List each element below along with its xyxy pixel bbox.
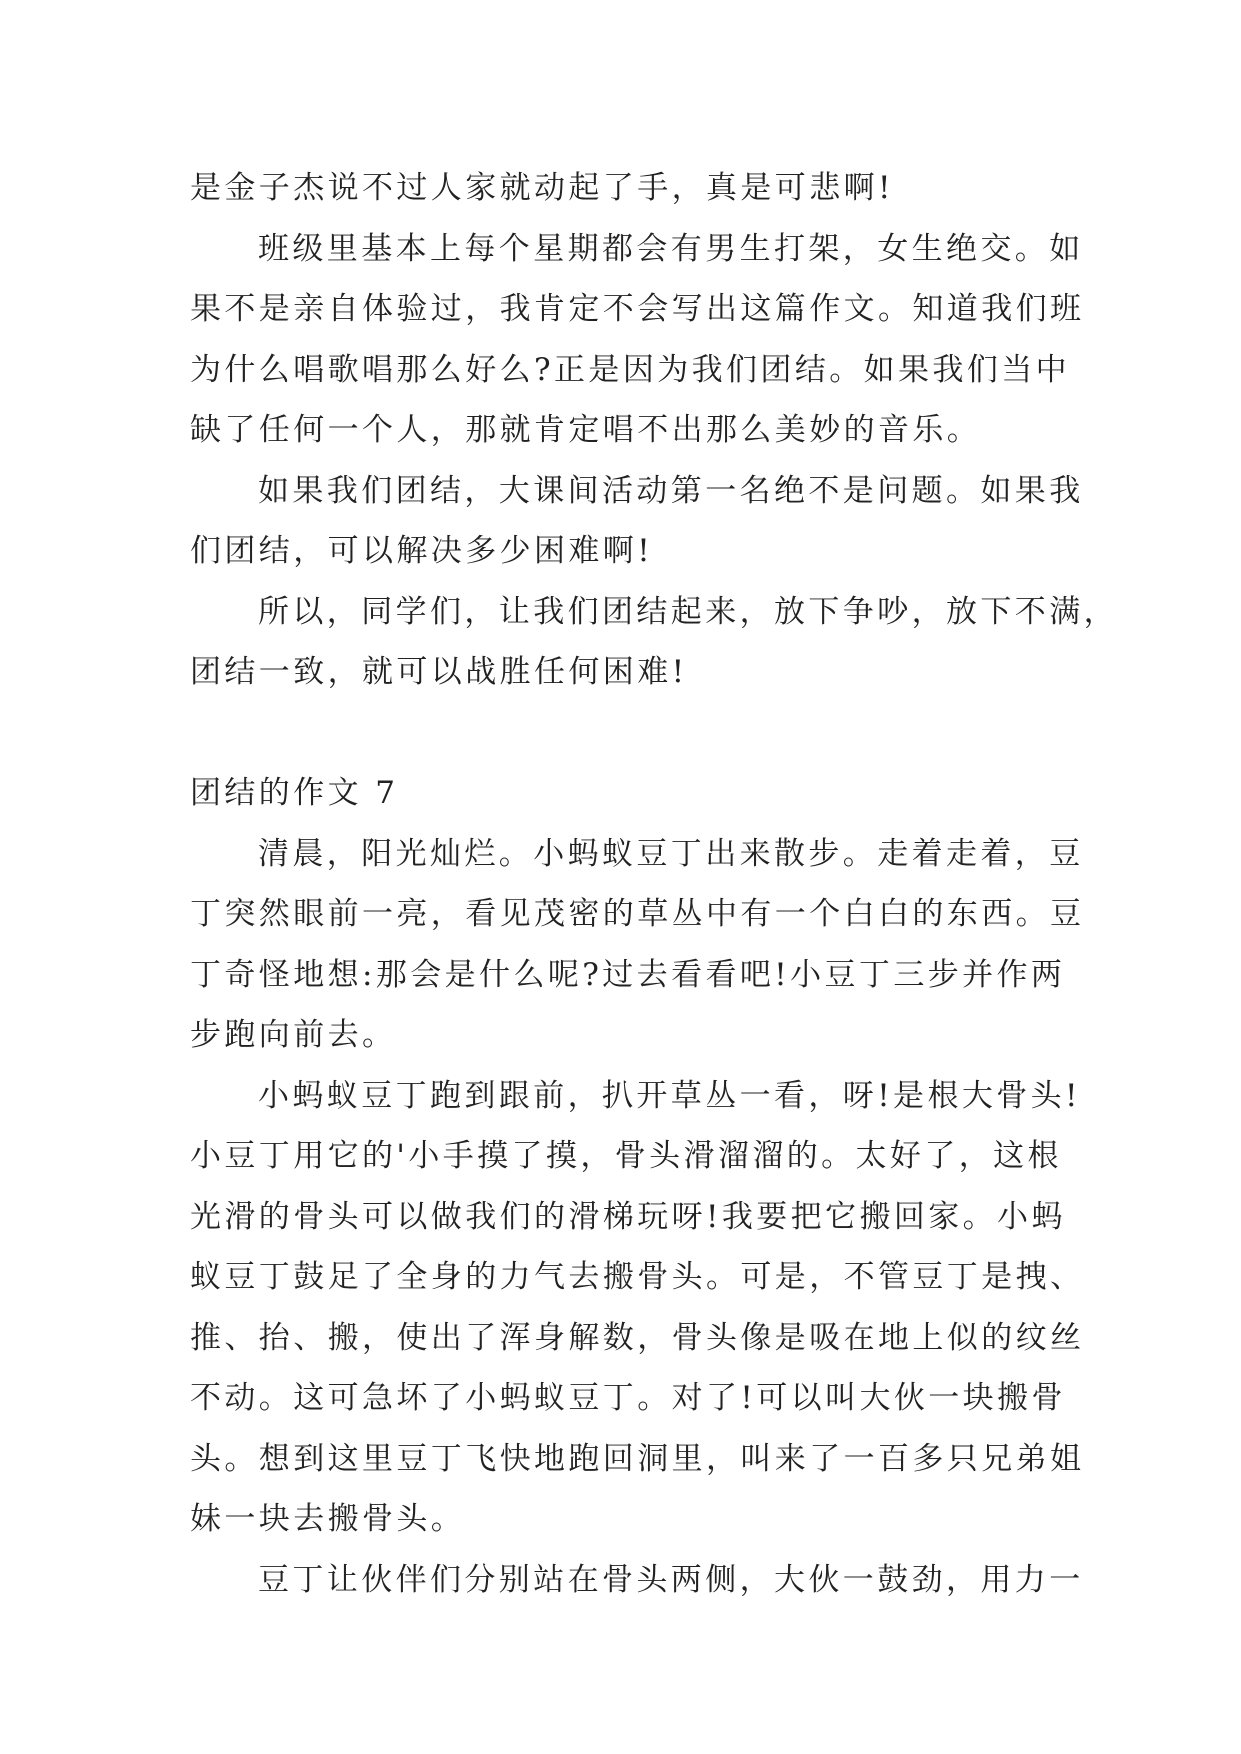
text-line: 小豆丁用它的'小手摸了摸，骨头滑溜溜的。太好了，这根 [190,1138,1062,1174]
text-line: 光滑的骨头可以做我们的滑梯玩呀!我要把它搬回家。小蚂 [190,1198,1066,1235]
paragraph-start-line: 如果我们团结，大课间活动第一名绝不是问题。如果我 [258,472,1084,509]
paragraph-start-line: 所以，同学们，让我们团结起来，放下争吵，放下不满， [258,593,1118,630]
text-line: 丁突然眼前一亮，看见茂密的草丛中有一个白白的东西。豆 [190,896,1085,932]
text-line: 果不是亲自体验过，我肯定不会写出这篇作文。知道我们班 [190,291,1085,327]
text-line: 蚁豆丁鼓足了全身的力气去搬骨头。可是，不管豆丁是拽、 [190,1259,1085,1295]
text-line: 们团结，可以解决多少困难啊! [190,533,654,569]
text-line: 团结一致，就可以战胜任何困难! [190,654,688,690]
text-line: 是金子杰说不过人家就动起了手，真是可悲啊! [190,170,894,206]
text-line: 为什么唱歌唱那么好么?正是因为我们团结。如果我们当中 [190,351,1071,388]
paragraph-start-line: 班级里基本上每个星期都会有男生打架，女生绝交。如 [258,230,1084,267]
text-line: 缺了任何一个人，那就肯定唱不出那么美妙的音乐。 [190,412,982,448]
paragraph-start-line: 豆丁让伙伴们分别站在骨头两侧，大伙一鼓劲，用力一 [258,1561,1084,1598]
paragraph-start-line: 小蚂蚁豆丁跑到跟前，扒开草丛一看，呀!是根大骨头! [258,1077,1081,1114]
text-line: 头。想到这里豆丁飞快地跑回洞里，叫来了一百多只兄弟姐 [190,1440,1085,1477]
text-line: 丁奇怪地想:那会是什么呢?过去看看吧!小豆丁三步并作两 [190,956,1066,993]
text-line: 推、抬、搬，使出了浑身解数，骨头像是吸在地上似的纹丝 [190,1319,1085,1356]
section-gap [190,703,1070,764]
text-line: 妹一块去搬骨头。 [190,1501,466,1537]
text-line: 步跑向前去。 [190,1017,397,1053]
document-body [190,158,1118,1610]
paragraph-start-line: 清晨，阳光灿烂。小蚂蚁豆丁出来散步。走着走着，豆 [258,835,1084,872]
text-line: 不动。这可急坏了小蚂蚁豆丁。对了!可以叫大伙一块搬骨 [190,1380,1066,1416]
section-title: 团结的作文 7 [190,775,399,811]
